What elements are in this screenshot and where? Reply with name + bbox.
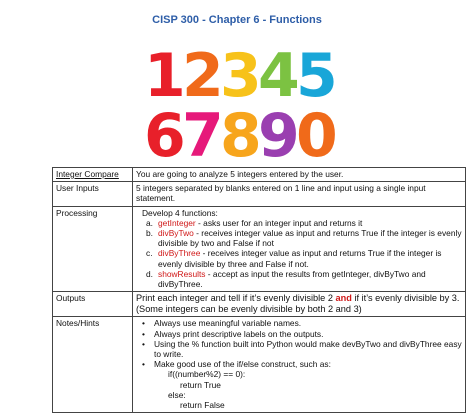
processing-value [133,206,466,292]
outputs-text-2: if it’s evenly divisible by 3. (Some integers can be evenly divisible by both 2 and 3) [136,293,460,314]
user-inputs-value: 5 integers separated by blanks entered on 1 line and input using a single input statement. [133,182,466,206]
list-item [142,359,462,410]
row-label [53,168,133,182]
processing-label: Processing [53,206,133,292]
processing-intro: Develop 4 functions: [142,207,218,218]
function-desc: - accept as input the results from getInteger, divByTwo and divByThree. [158,268,426,290]
digit-9: 9 [258,101,300,160]
numbers-graphic [138,38,338,160]
list-item [146,248,462,268]
function-name: showResults [158,268,206,279]
hint-text: Always use meaningful variable names. [154,318,302,329]
digit-3: 3 [220,41,262,111]
list-item [142,329,462,339]
integer-compare-label: Integer Compare [56,169,119,179]
outputs-and-word: and [335,293,352,304]
bullet-icon: • [142,318,145,329]
digit-4: 4 [258,41,300,111]
hints-list [136,318,462,410]
bullet-icon: • [142,328,145,339]
item-marker: a. [146,217,153,228]
code-line: if((number%2) == 0): [168,369,246,380]
notes-label: Notes/Hints [53,317,133,413]
digit-0: 0 [296,101,338,160]
row-user-inputs [53,182,466,206]
list-item [146,228,462,248]
row-processing [53,206,466,292]
digit-2: 2 [182,41,224,111]
item-marker: d. [146,268,153,279]
code-line: return False [180,400,225,411]
code-line: else: [168,389,186,400]
code-line: return True [180,379,221,390]
outputs-label: Outputs [53,292,133,317]
row-value: You are going to analyze 5 integers entered by the user. [133,168,466,182]
function-list [136,218,462,289]
row-outputs [53,292,466,317]
function-desc: - receives integer value as input and returns True if the integer is evenly divisible by two and False if not [158,228,462,249]
outputs-value [133,292,466,317]
function-desc: - asks user for an integer input and returns it [195,217,363,228]
function-name: divByThree [158,248,201,259]
row-notes [53,317,466,413]
hint-text: Using the % function built into Python would make devByTwo and divByThree easy to write. [154,338,462,360]
colorful-numbers-image [138,38,338,160]
function-name: getInteger [158,217,196,228]
hint-with-code [154,359,331,410]
function-name: divByTwo [158,228,194,239]
outputs-text: Print each integer and tell if it’s evenly divisible 2 [136,293,336,304]
hint-text: Make good use of the if/else construct, such as: [154,359,331,370]
digit-1: 1 [144,41,186,111]
item-marker: c. [146,248,153,259]
hint-text: Always print descriptive labels on the outputs. [154,328,324,339]
digit-6: 6 [144,101,186,160]
bullet-icon: • [142,359,145,370]
list-item [142,339,462,359]
digit-5: 5 [296,41,338,111]
item-marker: b. [146,228,153,239]
digit-7: 7 [182,101,224,160]
bullet-icon: • [142,338,145,349]
list-item [146,269,462,289]
assignment-table [52,167,466,413]
notes-value [133,317,466,413]
digit-8: 8 [220,101,262,160]
row-integer-compare [53,168,466,182]
user-inputs-label: User Inputs [53,182,133,206]
page-title: CISP 300 - Chapter 6 - Functions [152,14,322,26]
list-item [142,318,462,328]
function-desc: - receives integer value as input and returns True if the integer is evenly divisible by three and False if not. [158,248,442,269]
list-item [146,218,462,228]
